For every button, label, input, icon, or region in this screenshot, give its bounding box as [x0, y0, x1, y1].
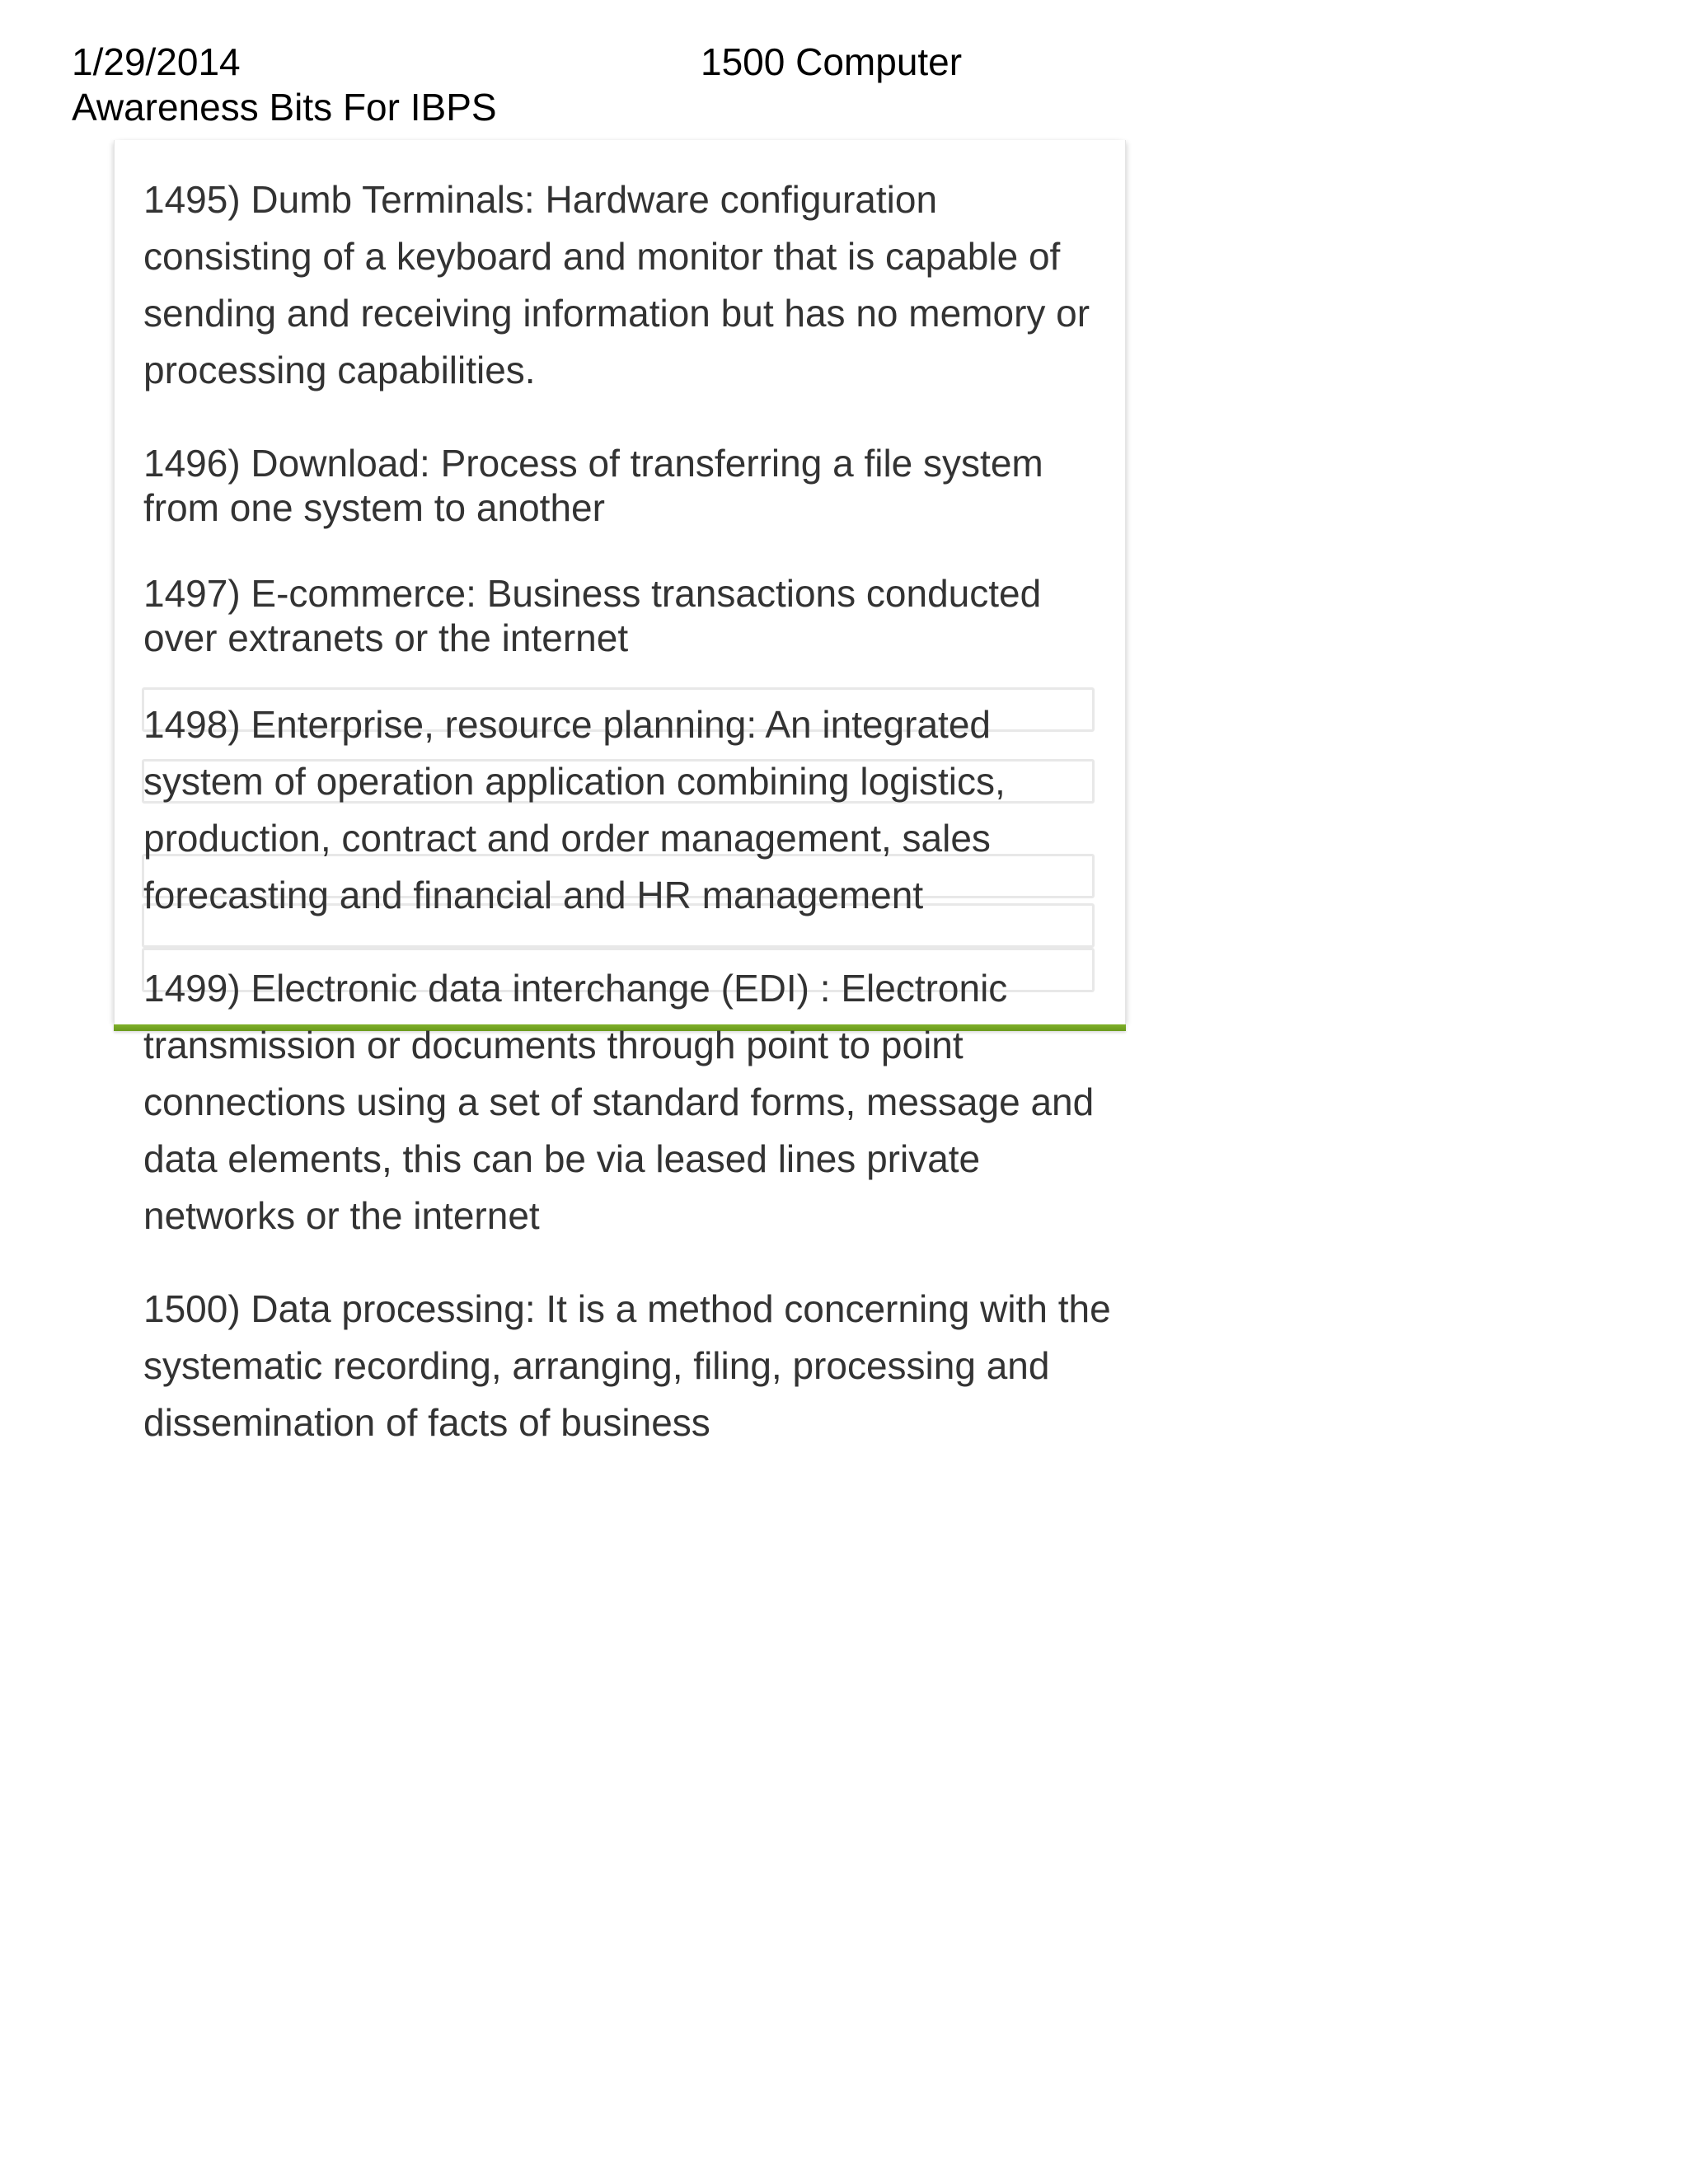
print-header	[0, 0, 1688, 140]
entry-1500: 1500) Data processing: It is a method concerning with the systematic recording, arranging, filing, processing and dissemination of facts of business	[143, 1287, 1111, 1444]
entry-1496: 1496) Download: Process of transferring a file system from one system to another	[143, 442, 1043, 529]
document-title: 1500 Computer	[701, 40, 963, 83]
entry-1495: 1495) Dumb Terminals: Hardware configuration consisting of a keyboard and monitor that is capable of sending and receiving information but has no memory or processing capabilities.	[143, 178, 1090, 391]
print-date: 1/29/2014	[72, 40, 241, 83]
document-title-continued: Awareness Bits For IBPS	[72, 86, 497, 129]
entry-1499: 1499) Electronic data interchange (EDI) : Electronic transmission or documents through point to point connections using a set of standard forms, message and data elements, this can be via leased lines private networks or the internet	[143, 967, 1095, 1237]
entry-1497: 1497) E-commerce: Business transactions conducted over extranets or the internet	[143, 572, 1042, 659]
entry-1498: 1498) Enterprise, resource planning: An integrated system of operation application combining logistics, production, contract and order management, sales forecasting and financial and HR management	[143, 703, 1006, 916]
